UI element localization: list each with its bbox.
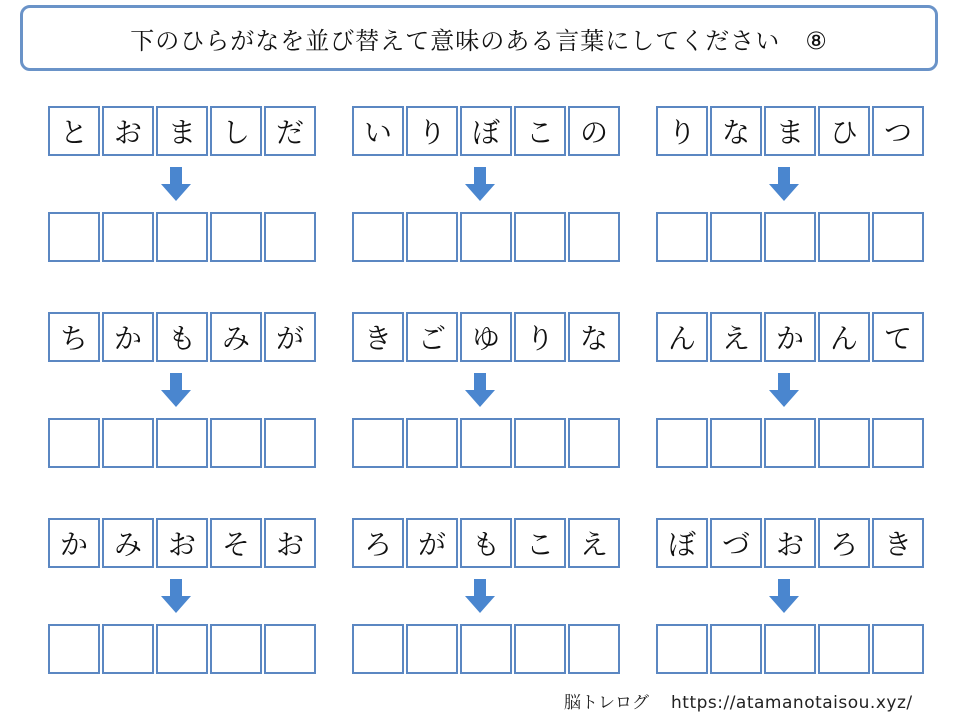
letter-cell: が <box>264 312 316 362</box>
letter-cell: ぼ <box>460 106 512 156</box>
answer-cell[interactable] <box>568 624 620 674</box>
letter-cell: き <box>872 518 924 568</box>
answer-cell[interactable] <box>872 212 924 262</box>
answer-cell[interactable] <box>818 624 870 674</box>
letter-cell: り <box>514 312 566 362</box>
letter-row <box>48 518 316 568</box>
page-title: 下のひらがなを並び替えて意味のある言葉にしてください ⑧ <box>130 26 828 55</box>
answer-cell[interactable] <box>656 418 708 468</box>
footer <box>564 688 913 713</box>
answer-cell[interactable] <box>156 212 208 262</box>
answer-cell[interactable] <box>460 624 512 674</box>
letter-cell: の <box>568 106 620 156</box>
answer-cell[interactable] <box>210 418 262 468</box>
letter-cell: ち <box>48 312 100 362</box>
letter-cell: り <box>406 106 458 156</box>
answer-cell[interactable] <box>156 624 208 674</box>
letter-cell: み <box>210 312 262 362</box>
letter-cell: ま <box>764 106 816 156</box>
answer-cell[interactable] <box>764 418 816 468</box>
letter-cell: も <box>156 312 208 362</box>
arrow-down-icon <box>465 373 495 407</box>
letter-cell: ん <box>656 312 708 362</box>
answer-cell[interactable] <box>818 212 870 262</box>
letter-cell: こ <box>514 518 566 568</box>
answer-cell[interactable] <box>102 418 154 468</box>
letter-row <box>656 312 924 362</box>
letter-cell: そ <box>210 518 262 568</box>
arrow-down-icon <box>161 373 191 407</box>
answer-row <box>352 212 620 262</box>
answer-cell[interactable] <box>264 624 316 674</box>
answer-cell[interactable] <box>514 212 566 262</box>
answer-cell[interactable] <box>406 624 458 674</box>
answer-cell[interactable] <box>102 212 154 262</box>
answer-row <box>656 418 924 468</box>
answer-row <box>48 418 316 468</box>
letter-row <box>352 518 620 568</box>
letter-cell: お <box>156 518 208 568</box>
letter-cell: お <box>102 106 154 156</box>
answer-cell[interactable] <box>210 624 262 674</box>
letter-cell: お <box>264 518 316 568</box>
letter-cell: が <box>406 518 458 568</box>
answer-cell[interactable] <box>48 212 100 262</box>
answer-cell[interactable] <box>514 418 566 468</box>
arrow-down-icon <box>465 579 495 613</box>
letter-cell: え <box>710 312 762 362</box>
answer-cell[interactable] <box>656 212 708 262</box>
answer-cell[interactable] <box>710 212 762 262</box>
arrow-down-icon <box>465 167 495 201</box>
answer-cell[interactable] <box>406 418 458 468</box>
letter-cell: ご <box>406 312 458 362</box>
letter-row <box>352 312 620 362</box>
letter-cell: と <box>48 106 100 156</box>
letter-cell: き <box>352 312 404 362</box>
letter-cell: づ <box>710 518 762 568</box>
letter-cell: え <box>568 518 620 568</box>
letter-cell: だ <box>264 106 316 156</box>
letter-cell: ろ <box>818 518 870 568</box>
letter-cell: ま <box>156 106 208 156</box>
letter-cell: ぼ <box>656 518 708 568</box>
letter-cell: な <box>568 312 620 362</box>
answer-cell[interactable] <box>656 624 708 674</box>
answer-cell[interactable] <box>352 212 404 262</box>
answer-row <box>352 418 620 468</box>
answer-row <box>48 212 316 262</box>
answer-cell[interactable] <box>764 212 816 262</box>
answer-row <box>656 624 924 674</box>
letter-cell: ん <box>818 312 870 362</box>
letter-cell: か <box>48 518 100 568</box>
arrow-down-icon <box>161 167 191 201</box>
answer-cell[interactable] <box>102 624 154 674</box>
letter-row <box>352 106 620 156</box>
footer-brand: 脳トレログ <box>564 693 649 713</box>
letter-cell: み <box>102 518 154 568</box>
letter-cell: ろ <box>352 518 404 568</box>
answer-cell[interactable] <box>872 624 924 674</box>
letter-cell: て <box>872 312 924 362</box>
letter-cell: か <box>102 312 154 362</box>
footer-url[interactable]: https://atamanotaisou.xyz/ <box>671 693 913 713</box>
answer-cell[interactable] <box>568 418 620 468</box>
answer-cell[interactable] <box>764 624 816 674</box>
answer-cell[interactable] <box>460 212 512 262</box>
letter-cell: し <box>210 106 262 156</box>
answer-cell[interactable] <box>48 624 100 674</box>
answer-row <box>48 624 316 674</box>
arrow-down-icon <box>769 167 799 201</box>
letter-cell: な <box>710 106 762 156</box>
letter-cell: い <box>352 106 404 156</box>
letter-cell: こ <box>514 106 566 156</box>
answer-cell[interactable] <box>460 418 512 468</box>
answer-cell[interactable] <box>264 212 316 262</box>
letter-cell: つ <box>872 106 924 156</box>
title-banner <box>20 5 938 71</box>
letter-cell: お <box>764 518 816 568</box>
letter-cell: も <box>460 518 512 568</box>
answer-cell[interactable] <box>48 418 100 468</box>
answer-cell[interactable] <box>872 418 924 468</box>
answer-cell[interactable] <box>210 212 262 262</box>
answer-cell[interactable] <box>406 212 458 262</box>
answer-cell[interactable] <box>352 418 404 468</box>
arrow-down-icon <box>769 373 799 407</box>
answer-row <box>352 624 620 674</box>
letter-row <box>48 312 316 362</box>
letter-row <box>48 106 316 156</box>
answer-cell[interactable] <box>710 418 762 468</box>
answer-cell[interactable] <box>156 418 208 468</box>
answer-cell[interactable] <box>514 624 566 674</box>
answer-cell[interactable] <box>818 418 870 468</box>
arrow-down-icon <box>161 579 191 613</box>
letter-row <box>656 518 924 568</box>
arrow-down-icon <box>769 579 799 613</box>
answer-cell[interactable] <box>710 624 762 674</box>
answer-cell[interactable] <box>264 418 316 468</box>
answer-cell[interactable] <box>352 624 404 674</box>
letter-row <box>656 106 924 156</box>
letter-cell: ゆ <box>460 312 512 362</box>
answer-row <box>656 212 924 262</box>
letter-cell: り <box>656 106 708 156</box>
letter-cell: ひ <box>818 106 870 156</box>
letter-cell: か <box>764 312 816 362</box>
answer-cell[interactable] <box>568 212 620 262</box>
